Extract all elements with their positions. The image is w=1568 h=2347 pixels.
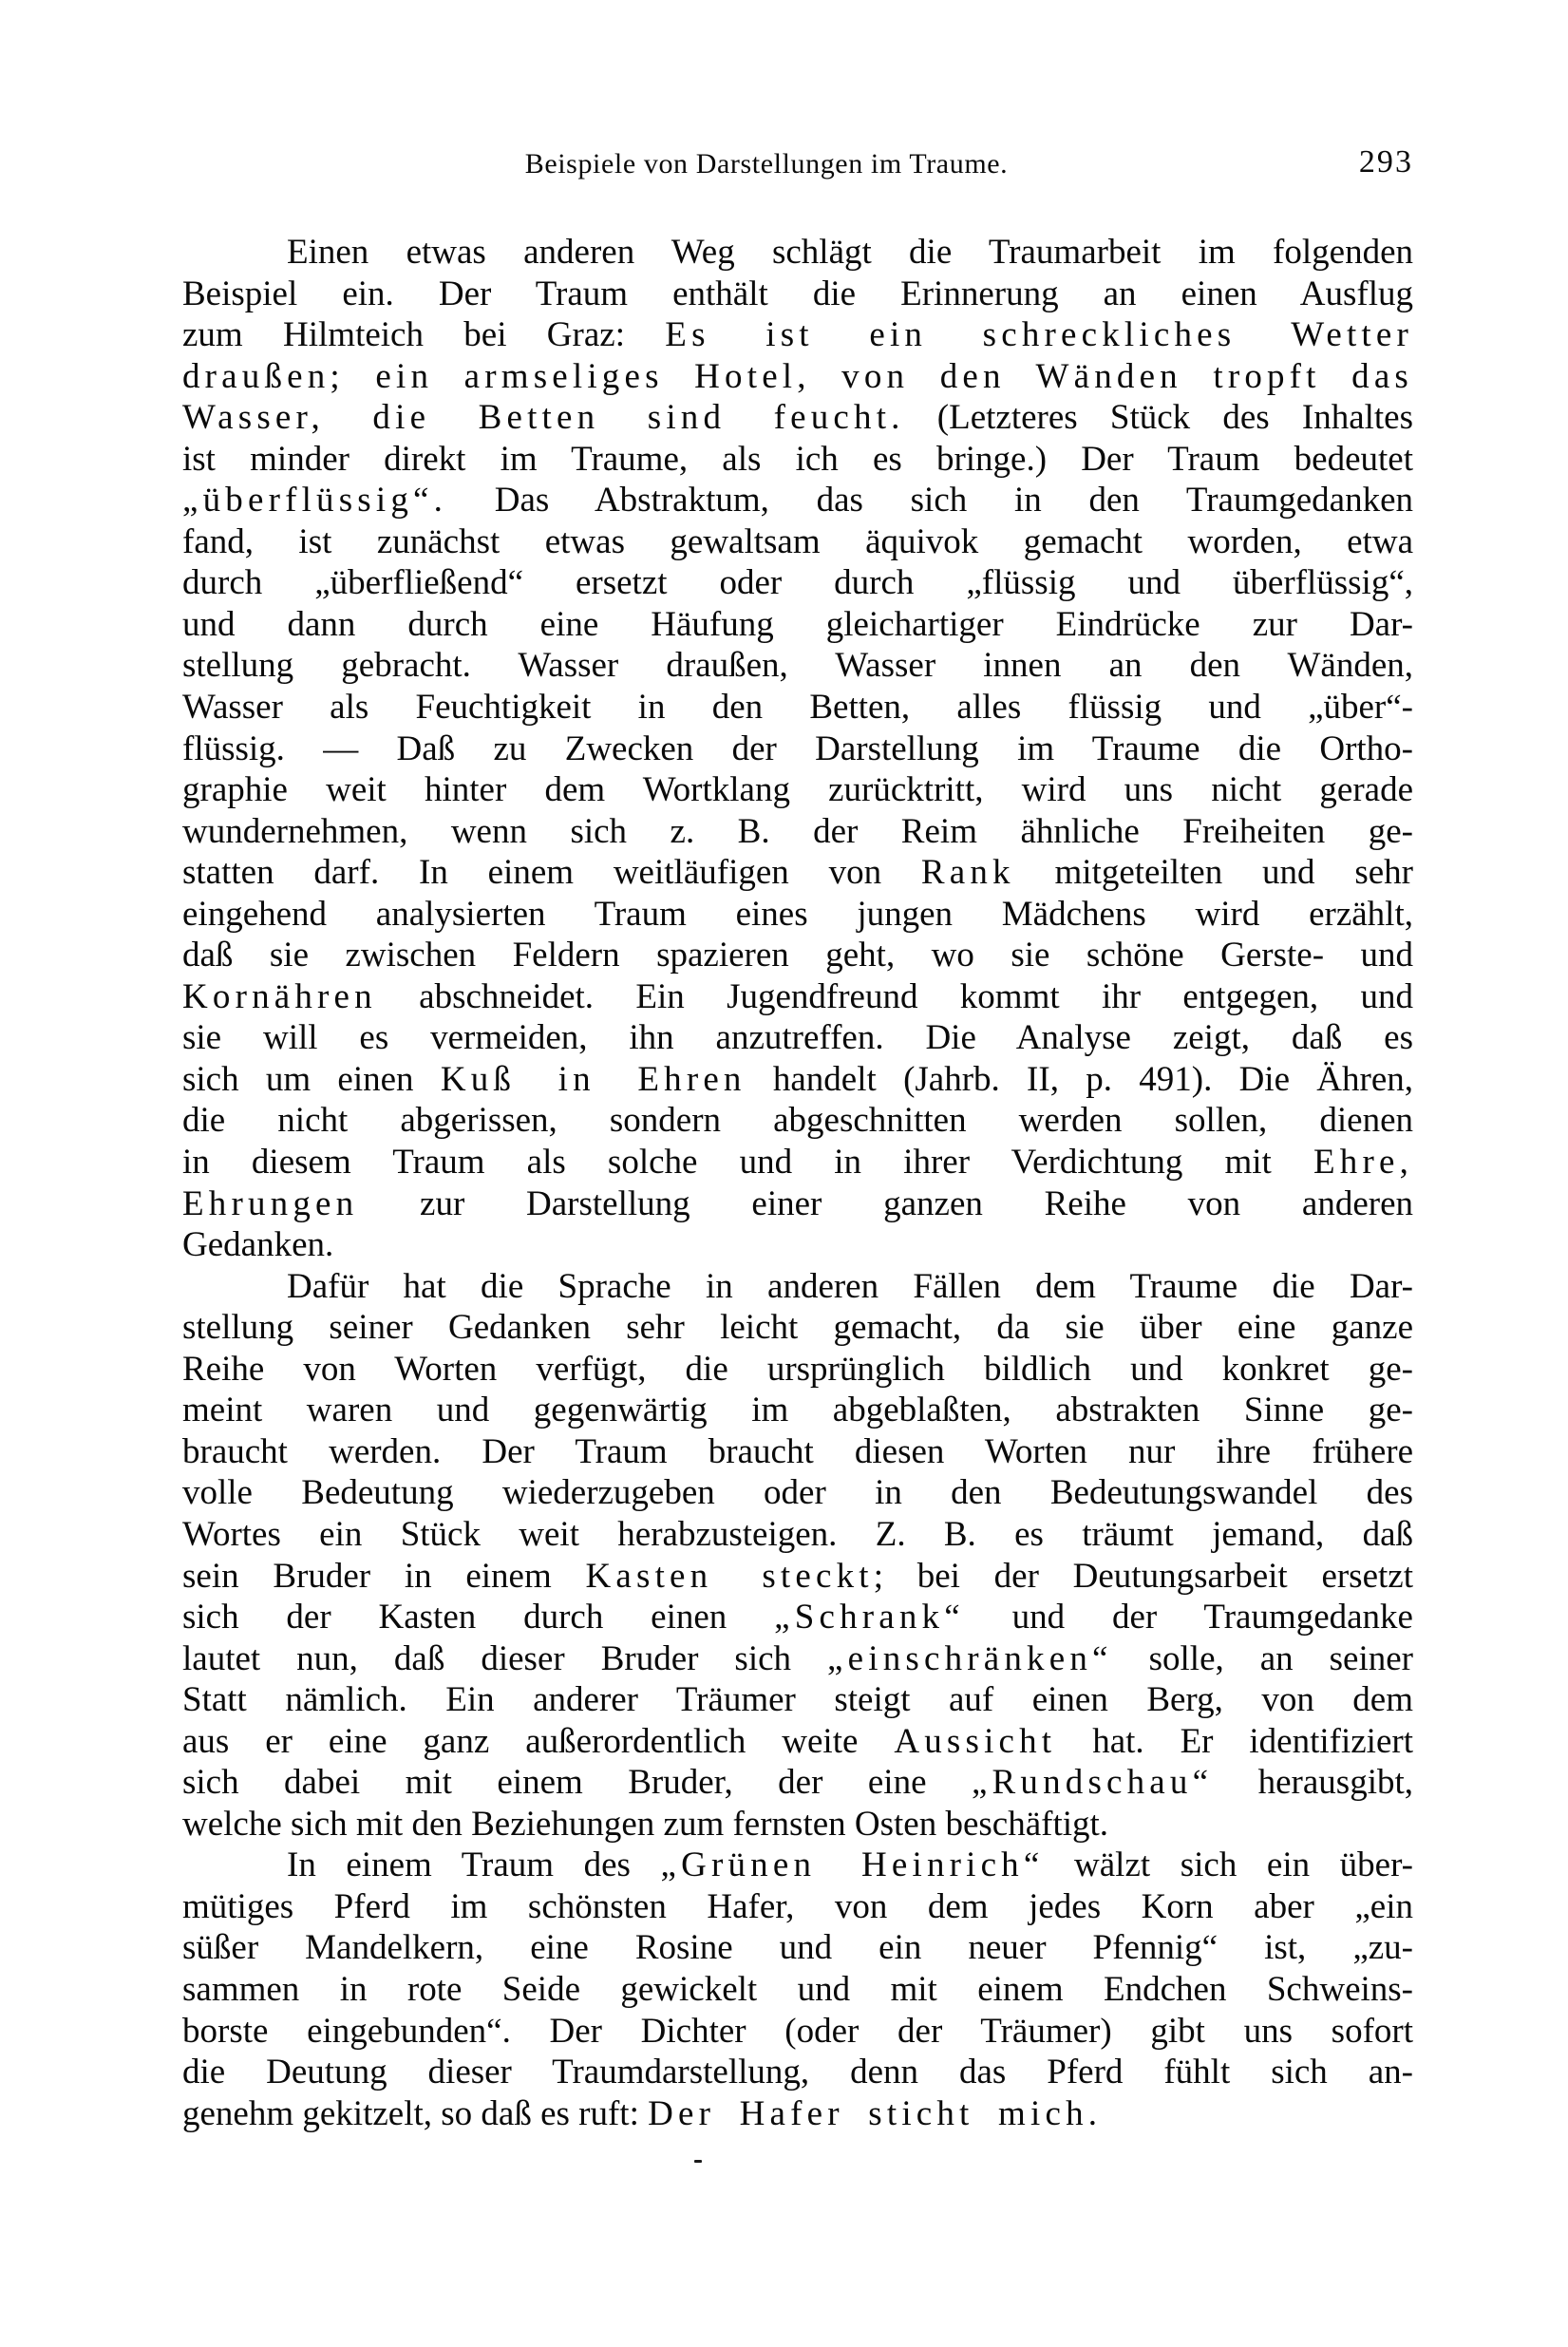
regular-text: herausgibt,: [1213, 1763, 1414, 1803]
regular-text: abschneidet. Ein Jugendfreund kommt ihr entgegen, und: [376, 976, 1413, 1016]
regular-text: aus er eine ganz außerordentlich weite: [182, 1721, 895, 1761]
text-line: [182, 1721, 1413, 1763]
letterspaced-text: draußen; ein armseliges Hotel, von den Wänden tropft das: [182, 356, 1413, 396]
text-line: [182, 687, 1413, 729]
text-line: [182, 1845, 1413, 1886]
letterspaced-text: „Rundschau“: [971, 1763, 1214, 1803]
text-line: [182, 1224, 1413, 1266]
regular-text: fand, ist zunächst etwas gewaltsam äquivok gemacht worden, etwa: [182, 521, 1413, 561]
regular-text: volle Bedeutung wiederzugeben oder in den Bedeutungswandel des: [182, 1473, 1413, 1513]
text-line: [182, 356, 1413, 398]
running-header-title: Beispiele von Darstellungen im Traume.: [524, 148, 1009, 180]
regular-text: Wasser als Feuchtigkeit in den Betten, alles flüssig und „über“-: [182, 688, 1413, 728]
letterspaced-text: Kasten steckt: [585, 1556, 874, 1596]
regular-text: Wortes ein Stück weit herabzusteigen. Z. B. es träumt jemand, daß: [182, 1514, 1413, 1554]
letterspaced-text: „Grünen Heinrich“: [660, 1845, 1045, 1885]
regular-text: Gedanken.: [182, 1225, 334, 1265]
text-line: [182, 439, 1413, 481]
regular-text: Dafür hat die Sprache in anderen Fällen dem Traume die Dar-: [287, 1266, 1413, 1306]
text-line: [182, 2052, 1413, 2093]
text-line: [182, 894, 1413, 936]
text-line: [182, 1969, 1413, 2011]
regular-text: süßer Mandelkern, eine Rosine und ein neuer Pfennig“ ist, „zu-: [182, 1928, 1413, 1968]
text-line: [182, 645, 1413, 687]
regular-text: sich der Kasten durch einen: [182, 1598, 775, 1637]
body-text-block: [182, 232, 1413, 2134]
regular-text: zum Hilmteich bei Graz:: [182, 315, 666, 355]
regular-text: borste eingebunden“. Der Dichter (oder der Träumer) gibt uns sofort: [182, 2011, 1413, 2051]
text-line: [182, 1307, 1413, 1349]
text-line: [182, 1100, 1413, 1142]
letterspaced-text: Ehre,: [1313, 1143, 1413, 1183]
text-line: [182, 480, 1413, 521]
text-line: [182, 232, 1413, 274]
regular-text: lautet nun, daß dieser Bruder sich: [182, 1638, 828, 1678]
regular-text: mitgeteilten und sehr: [1014, 853, 1413, 893]
regular-text: ; bei der Deutungsarbeit ersetzt: [873, 1556, 1413, 1596]
regular-text: zur Darstellung einer ganzen Reihe von anderen: [358, 1183, 1413, 1223]
regular-text: sich dabei mit einem Bruder, der eine: [182, 1763, 972, 1803]
text-line: [182, 2011, 1413, 2053]
text-line: [182, 1597, 1413, 1638]
text-line: [182, 935, 1413, 976]
regular-text: und der Traumgedanke: [964, 1598, 1413, 1637]
regular-text: graphie weit hinter dem Wortklang zurücktritt, wird uns nicht gerade: [182, 770, 1413, 810]
regular-text: sammen in rote Seide gewickelt und mit einem Endchen Schweins-: [182, 1969, 1413, 2009]
regular-text: ist minder direkt im Traume, als ich es bringe.) Der Traum bedeutet: [182, 439, 1413, 479]
text-line: [182, 1804, 1413, 1845]
page-number: 293: [1358, 144, 1413, 180]
text-line: [182, 562, 1413, 604]
text-line: [182, 1142, 1413, 1183]
regular-text: stellung seiner Gedanken sehr leicht gemacht, da sie über eine ganze: [182, 1308, 1413, 1348]
regular-text: Reihe von Worten verfügt, die ursprünglich bildlich und konkret ge-: [182, 1349, 1413, 1389]
text-line: [182, 1679, 1413, 1721]
regular-text: die Deutung dieser Traumdarstellung, denn das Pferd fühlt sich an-: [182, 2053, 1413, 2092]
letterspaced-text: Es ist ein schreckliches Wetter: [665, 315, 1413, 355]
text-line: [182, 811, 1413, 853]
text-line: [182, 1556, 1413, 1598]
text-line: [182, 1927, 1413, 1969]
regular-text: wundernehmen, wenn sich z. B. der Reim ähnliche Freiheiten ge-: [182, 811, 1413, 851]
regular-text: hat. Er identifiziert: [1056, 1721, 1413, 1761]
text-line: [182, 2093, 1413, 2135]
regular-text: handelt (Jahrb. II, p. 491). Die Ähren,: [746, 1059, 1414, 1099]
letterspaced-text: Kuß in Ehren: [440, 1059, 746, 1099]
print-speck: [694, 2160, 702, 2163]
regular-text: in diesem Traum als solche und in ihrer Verdichtung mit: [182, 1143, 1313, 1183]
text-line: [182, 1472, 1413, 1514]
regular-text: In einem Traum des: [287, 1845, 661, 1885]
text-line: [182, 769, 1413, 811]
regular-text: statten darf. In einem weitläufigen von: [182, 853, 921, 893]
regular-text: daß sie zwischen Feldern spazieren geht, wo sie schöne Gerste- und: [182, 936, 1413, 975]
regular-text: Einen etwas anderen Weg schlägt die Traumarbeit im folgenden: [287, 233, 1413, 272]
text-line: [182, 314, 1413, 356]
text-line: [182, 852, 1413, 894]
text-line: [182, 1266, 1413, 1308]
running-header: [182, 144, 1413, 186]
regular-text: Das Abstraktum, das sich in den Traumgedanken: [447, 481, 1413, 521]
text-line: [182, 1059, 1413, 1101]
regular-text: braucht werden. Der Traum braucht diesen Worten nur ihre frühere: [182, 1431, 1413, 1471]
regular-text: durch „überfließend“ ersetzt oder durch „flüssig und überflüssig“,: [182, 563, 1413, 603]
regular-text: sich um einen: [182, 1059, 441, 1099]
regular-text: sein Bruder in einem: [182, 1556, 586, 1596]
letterspaced-text: „einschränken“: [827, 1638, 1113, 1678]
letterspaced-text: Wasser, die Betten sind feucht.: [182, 398, 905, 438]
text-line: [182, 521, 1413, 563]
regular-text: welche sich mit den Beziehungen zum fernsten Osten beschäftigt.: [182, 1804, 1109, 1844]
text-line: [182, 1390, 1413, 1431]
regular-text: stellung gebracht. Wasser draußen, Wasser innen an den Wänden,: [182, 646, 1413, 686]
letterspaced-text: Aussicht: [894, 1721, 1057, 1761]
regular-text: und dann durch eine Häufung gleichartiger Eindrücke zur Dar-: [182, 604, 1413, 644]
letterspaced-text: Ehrungen: [182, 1183, 359, 1223]
text-line: [182, 274, 1413, 315]
regular-text: meint waren und gegenwärtig im abgeblaßten, abstrakten Sinne ge-: [182, 1391, 1413, 1430]
regular-text: solle, an seiner: [1112, 1638, 1414, 1678]
regular-text: (Letzteres Stück des Inhaltes: [904, 398, 1413, 438]
regular-text: genehm gekitzelt, so daß es ruft:: [182, 2093, 649, 2133]
letterspaced-text: Der Hafer sticht mich.: [648, 2093, 1103, 2133]
text-line: [182, 976, 1413, 1018]
text-line: [182, 1514, 1413, 1556]
text-line: [182, 1183, 1413, 1225]
regular-text: die nicht abgerissen, sondern abgeschnitten werden sollen, dienen: [182, 1101, 1413, 1141]
regular-text: Beispiel ein. Der Traum enthält die Erinnerung an einen Ausflug: [182, 274, 1413, 313]
letterspaced-text: Kornähren: [182, 976, 377, 1016]
text-line: [182, 397, 1413, 439]
regular-text: mütiges Pferd im schönsten Hafer, von dem jedes Korn aber „ein: [182, 1886, 1413, 1926]
regular-text: eingehend analysierten Traum eines jungen Mädchens wird erzählt,: [182, 894, 1413, 934]
text-line: [182, 1762, 1413, 1804]
text-line: [182, 1638, 1413, 1680]
regular-text: flüssig. — Daß zu Zwecken der Darstellung im Traume die Ortho-: [182, 729, 1413, 768]
text-line: [182, 1886, 1413, 1928]
regular-text: Statt nämlich. Ein anderer Träumer steigt auf einen Berg, von dem: [182, 1680, 1413, 1720]
regular-text: sie will es vermeiden, ihn anzutreffen. Die Analyse zeigt, daß es: [182, 1018, 1413, 1058]
regular-text: wälzt sich ein über-: [1044, 1845, 1413, 1885]
text-line: [182, 604, 1413, 646]
text-line: [182, 1431, 1413, 1473]
letterspaced-text: Rank: [920, 853, 1015, 893]
letterspaced-text: „überflüssig“.: [182, 481, 448, 521]
letterspaced-text: „Schrank“: [774, 1598, 965, 1637]
text-line: [182, 729, 1413, 770]
text-line: [182, 1017, 1413, 1059]
text-line: [182, 1349, 1413, 1391]
